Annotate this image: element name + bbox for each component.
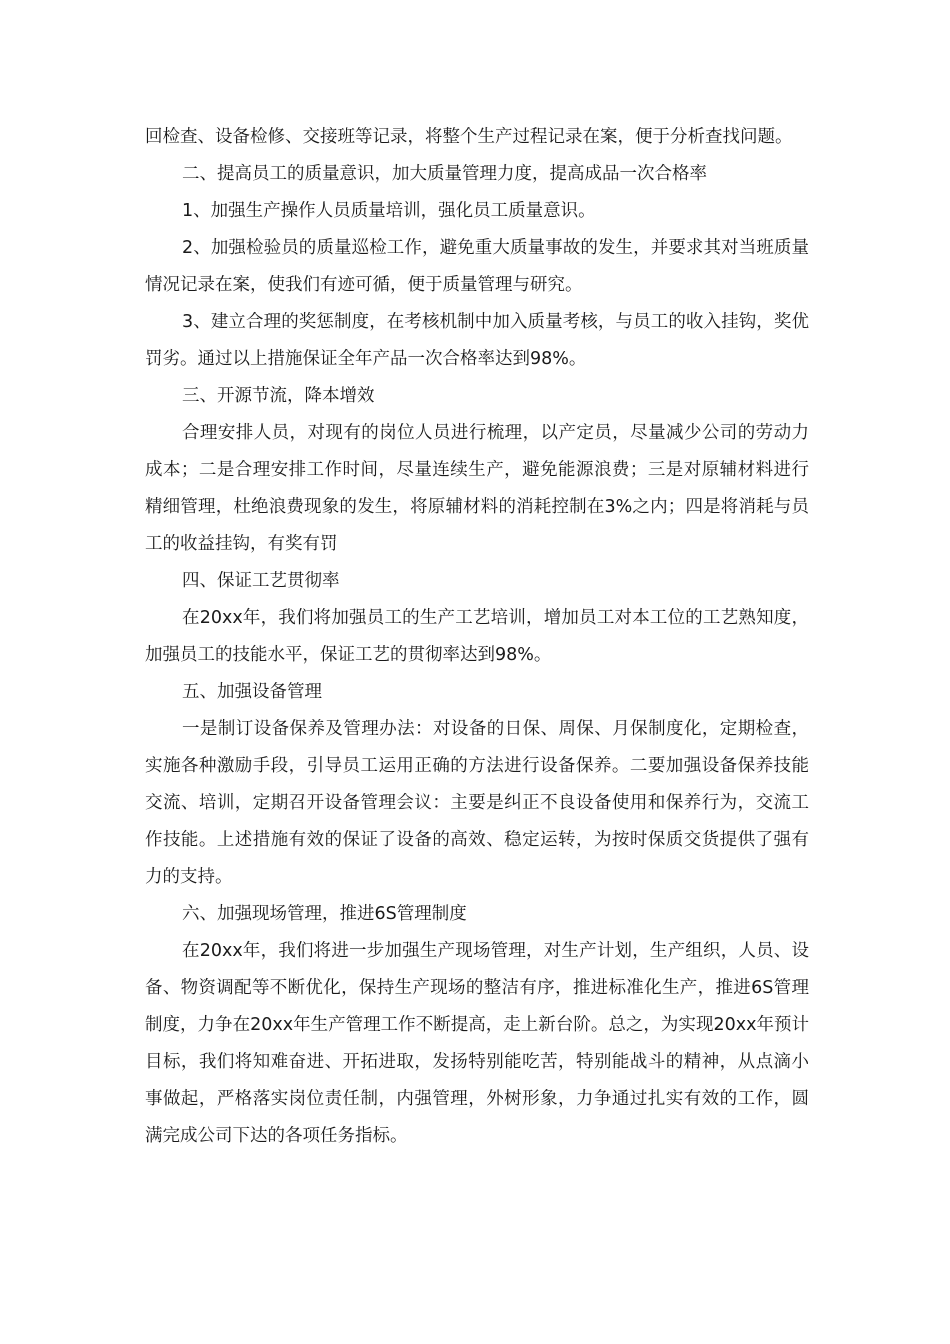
paragraph-continuation: 回检查、设备检修、交接班等记录，将整个生产过程记录在案，便于分析查找问题。 <box>145 127 793 147</box>
paragraph-equipment: 一是制订设备保养及管理办法：对设备的日保、周保、月保制度化，定期检查，实施各种激励手段，引导员工运用正确的方法进行设备保养。二要加强设备保养技能交流、培训，定期召开设备管理会议：主要是纠正不良设备使用和保养行为，交流工作技能。上述措施有效的保证了设备的高效、稳定运转，为按时保质交货提供了强有力的支持。 <box>145 719 809 887</box>
section-heading-6: 六、加强现场管理，推进6S管理制度 <box>182 904 467 924</box>
paragraph-item-2: 2、加强检验员的质量巡检工作，避免重大质量事故的发生，并要求其对当班质量情况记录在案，使我们有迹可循，便于质量管理与研究。 <box>145 238 809 295</box>
paragraph-item-1: 1、加强生产操作人员质量培训，强化员工质量意识。 <box>182 201 596 221</box>
section-heading-2: 二、提高员工的质量意识，加大质量管理力度，提高成品一次合格率 <box>182 164 707 184</box>
paragraph-cost-control: 合理安排人员，对现有的岗位人员进行梳理，以产定员，尽量减少公司的劳动力成本；二是合理安排工作时间，尽量连续生产，避免能源浪费；三是对原辅材料进行精细管理，杜绝浪费现象的发生，将原辅材料的消耗控制在3%之内；四是将消耗与员工的收益挂钩，有奖有罚 <box>145 423 809 554</box>
section-heading-5: 五、加强设备管理 <box>182 682 322 702</box>
paragraph-site-management: 在20xx年，我们将进一步加强生产现场管理，对生产计划，生产组织，人员、设备、物资调配等不断优化，保持生产现场的整洁有序，推进标准化生产，推进6S管理制度，力争在20xx年生产管理工作不断提高，走上新台阶。总之，为实现20xx年预计目标，我们将知难奋进、开拓进取，发扬特别能吃苦，特别能战斗的精神，从点滴小事做起，严格落实岗位责任制，内强管理，外树形象，力争通过扎实有效的工作，圆满完成公司下达的各项任务指标。 <box>145 941 809 1146</box>
document-page <box>145 119 809 1155</box>
paragraph-item-3: 3、建立合理的奖惩制度，在考核机制中加入质量考核，与员工的收入挂钩，奖优罚劣。通过以上措施保证全年产品一次合格率达到98%。 <box>145 312 809 369</box>
section-heading-4: 四、保证工艺贯彻率 <box>182 571 340 591</box>
paragraph-process-training: 在20xx年，我们将加强员工的生产工艺培训，增加员工对本工位的工艺熟知度，加强员工的技能水平，保证工艺的贯彻率达到98%。 <box>145 608 809 665</box>
section-heading-3: 三、开源节流，降本增效 <box>182 386 375 406</box>
